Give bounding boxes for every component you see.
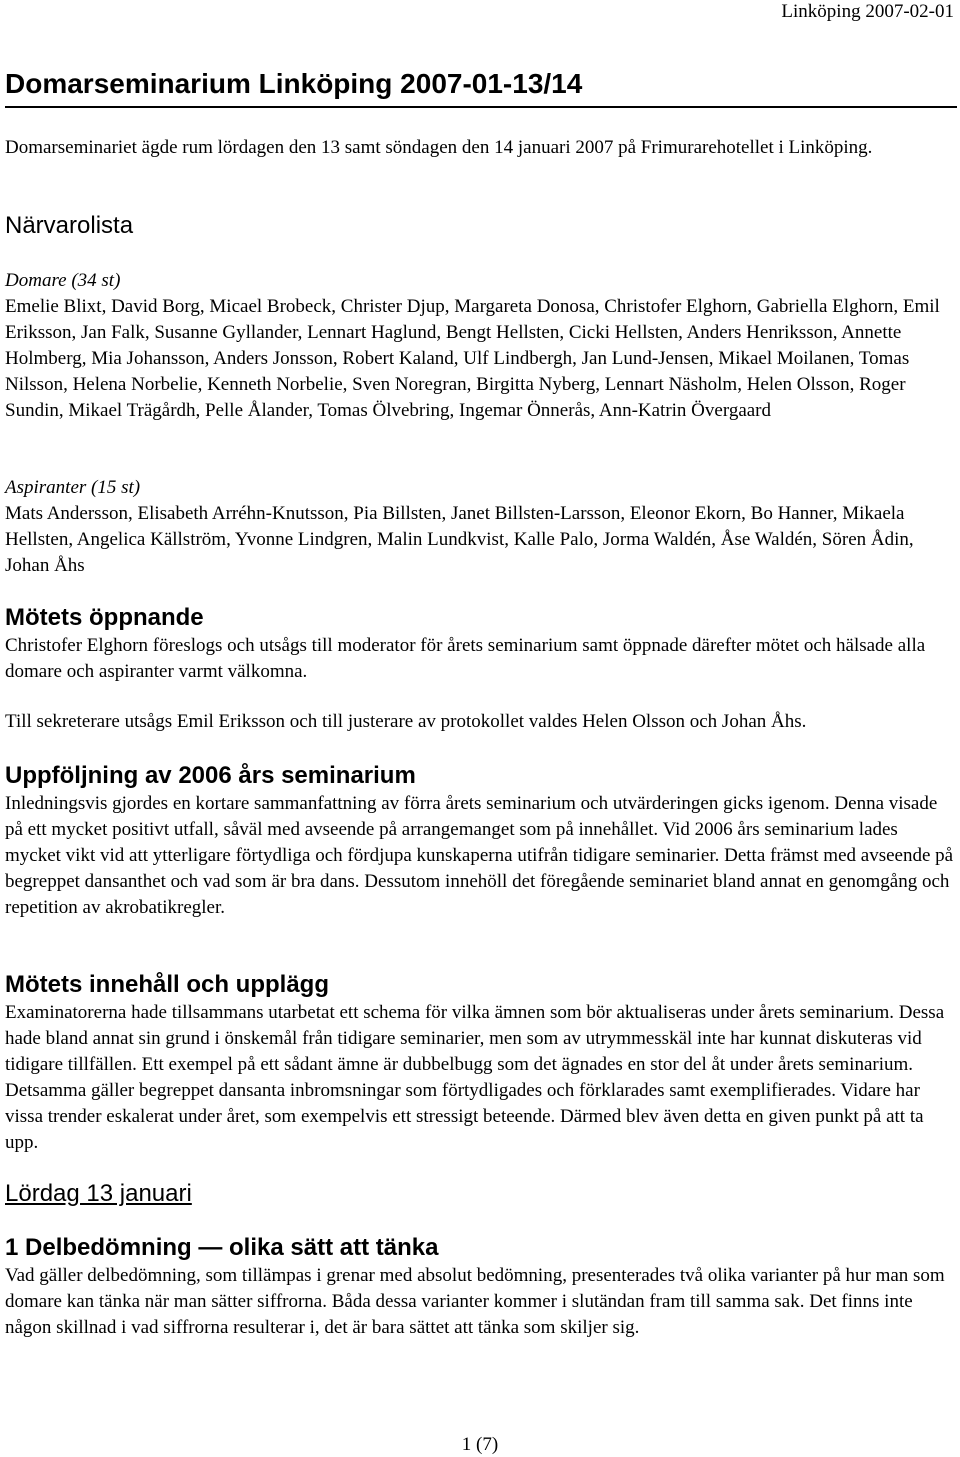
content-paragraph: Examinatorerna hade tillsammans utarbetat ett schema för vilka ämnen som bör aktualiseras under årets seminarium. Dessa hade bland annat sin grund i önskemål från tidigare seminarier, men som av utrymmesskäl inte har kunnat diskuteras vid tidigare tillfällen. Ett exempel på ett sådant ämne är dubbelbugg som det ägnades en stor del åt under årets seminarium. Detsamma gäller begreppet dansanta inbromsningar som förtydligades och förklarades samt exemplifierades. Vidare har vissa trender eskalerat under året, som exempelvis ett stressigt beteende. Därmed blev även detta en given punkt på att ta upp. (5, 1002, 945, 1153)
header-date: Linköping 2007-02-01 (781, 1, 954, 22)
page-number: 1 (7) (461, 1434, 499, 1455)
heading-section-1: 1 Delbedömning — olika sätt att tänka (5, 1234, 439, 1261)
aspirants-label: Aspiranter (15 st) (5, 477, 141, 498)
judges-list: Emelie Blixt, David Borg, Micael Brobeck, Christer Djup, Margareta Donosa, Christofer Elghorn, Gabriella Elghorn, Emil Eriksson, Jan Falk, Susanne Gyllander, Lennart Haglund, Bengt Hellsten, Cicki Hellsten, Anders Henriksson, Annette Holmberg, Mia Johansson, Anders Jonsson, Robert Kaland, Ulf Lindbergh, Jan Lund-Jensen, Mikael Moilanen, Tomas Nilsson, Helena Norbelie, Kenneth Norbelie, Sven Noregran, Birgitta Nyberg, Lennart Näsholm, Helen Olsson, Roger Sundin, Mikael Trägårdh, Pelle Ålander, Tomas Ölvebring, Ingemar Önnerås, Ann-Katrin Övergaard (5, 296, 940, 421)
followup-paragraph: Inledningsvis gjordes en kortare sammanfattning av förra årets seminarium och utvärderingen gicks igenom. Denna visade på ett mycket positivt utfall, såväl med avseende på arrangemanget som på innehållet. Vid 2006 års seminarium lades mycket vikt vid att ytterligare förtydliga och fördjupa kunskaperna utifrån tidigare seminarier. Detta främst med avseende på begreppet dansanthet och vad som är bra dans. Dessutom innehöll det föregående seminariet bland annat en genomgång och repetition av akrobatikregler. (5, 793, 954, 918)
opening-paragraph-2: Till sekreterare utsågs Emil Eriksson och till justerare av protokollet valdes Helen Olsson och Johan Åhs. (5, 711, 807, 732)
document-title: Domarseminarium Linköping 2007-01-13/14 (5, 66, 957, 108)
opening-paragraph-1: Christofer Elghorn föreslogs och utsågs till moderator för årets seminarium samt öppnade därefter mötet och hälsade alla domare och aspiranter varmt välkomna. (5, 635, 926, 682)
heading-attendance: Närvarolista (5, 212, 134, 239)
judges-label: Domare (34 st) (5, 270, 121, 291)
intro-paragraph: Domarseminariet ägde rum lördagen den 13 samt söndagen den 14 januari 2007 på Frimurarehotellet i Linköping. (5, 137, 873, 158)
heading-followup: Uppföljning av 2006 års seminarium (5, 762, 416, 789)
section-1-paragraph: Vad gäller delbedömning, som tillämpas i grenar med absolut bedömning, presenterades två olika varianter på hur man som domare kan tänka när man sätter siffrorna. Båda dessa varianter kommer i slutändan fram till samma sak. Det finns inte någon skillnad i vad siffrorna resulterar i, det är bara sättet att tänka som skiljer sig. (5, 1265, 945, 1338)
heading-opening: Mötets öppnande (5, 604, 204, 631)
heading-content: Mötets innehåll och upplägg (5, 971, 329, 998)
heading-saturday: Lördag 13 januari (5, 1180, 192, 1207)
aspirants-list: Mats Andersson, Elisabeth Arréhn-Knutsson, Pia Billsten, Janet Billsten-Larsson, Eleonor Ekorn, Bo Hanner, Mikaela Hellsten, Angelica Källström, Yvonne Lindgren, Malin Lundkvist, Kalle Palo, Jorma Waldén, Åse Waldén, Sören Ådin, Johan Åhs (5, 503, 914, 576)
